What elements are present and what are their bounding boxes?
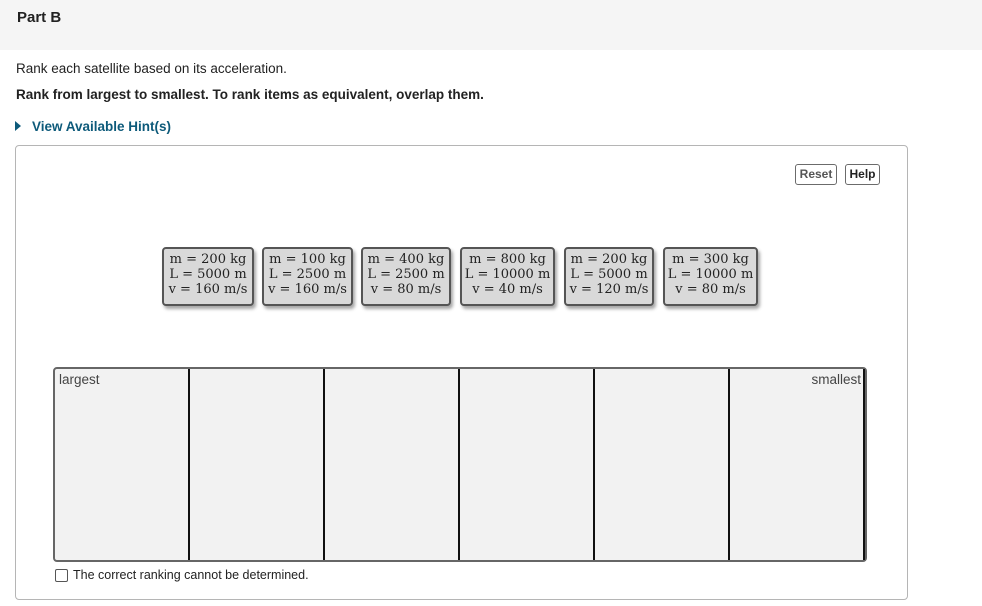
question-prompt: Rank each satellite based on its acceleration.: [16, 61, 287, 76]
cannot-determine-label: The correct ranking cannot be determined.: [73, 568, 309, 582]
card-speed: v = 40 m/s: [472, 282, 543, 297]
view-hints-toggle[interactable]: [15, 117, 171, 135]
card-mass: m = 800 kg: [469, 252, 546, 267]
largest-label: largest: [59, 372, 100, 387]
rank-slot-1[interactable]: [55, 369, 190, 560]
rank-slot-6[interactable]: [730, 369, 865, 560]
rank-slot-5[interactable]: [595, 369, 730, 560]
card-mass: m = 200 kg: [169, 252, 247, 267]
card-mass: m = 300 kg: [672, 252, 749, 267]
card-speed: v = 120 m/s: [569, 282, 649, 297]
satellite-card-1[interactable]: [162, 247, 254, 306]
card-radius: L = 2500 m: [268, 267, 347, 282]
satellite-card-4[interactable]: [460, 247, 555, 306]
view-hints-link[interactable]: View Available Hint(s): [32, 118, 172, 134]
card-mass: m = 100 kg: [269, 252, 346, 267]
cannot-determine-option[interactable]: [55, 568, 309, 582]
satellite-card-6[interactable]: [663, 247, 758, 306]
card-radius: L = 10000 m: [667, 267, 754, 282]
satellite-card-2[interactable]: [262, 247, 353, 306]
cannot-determine-checkbox[interactable]: [55, 569, 68, 582]
part-title: Part B: [17, 9, 62, 26]
card-speed: v = 80 m/s: [675, 282, 746, 297]
ranking-instruction: Rank from largest to smallest. To rank items as equivalent, overlap them.: [16, 87, 484, 102]
rank-slot-3[interactable]: [325, 369, 460, 560]
rank-slot-2[interactable]: [190, 369, 325, 560]
smallest-label: smallest: [811, 372, 861, 387]
card-radius: L = 10000 m: [464, 267, 551, 282]
card-mass: m = 200 kg: [570, 252, 648, 267]
rank-slot-4[interactable]: [460, 369, 595, 560]
part-header: [0, 0, 982, 50]
card-speed: v = 160 m/s: [268, 282, 347, 297]
card-radius: L = 5000 m: [570, 267, 648, 282]
card-radius: L = 5000 m: [169, 267, 247, 282]
reset-button[interactable]: Reset: [795, 164, 837, 185]
card-speed: v = 80 m/s: [370, 282, 442, 297]
satellite-card-5[interactable]: [564, 247, 654, 306]
help-button[interactable]: Help: [845, 164, 880, 185]
card-speed: v = 160 m/s: [168, 282, 248, 297]
card-mass: m = 400 kg: [367, 252, 445, 267]
caret-right-icon: [15, 121, 21, 131]
card-radius: L = 2500 m: [367, 267, 445, 282]
ranking-dropzone[interactable]: [53, 367, 867, 562]
satellite-card-3[interactable]: [361, 247, 451, 306]
ranking-panel: [15, 145, 908, 600]
